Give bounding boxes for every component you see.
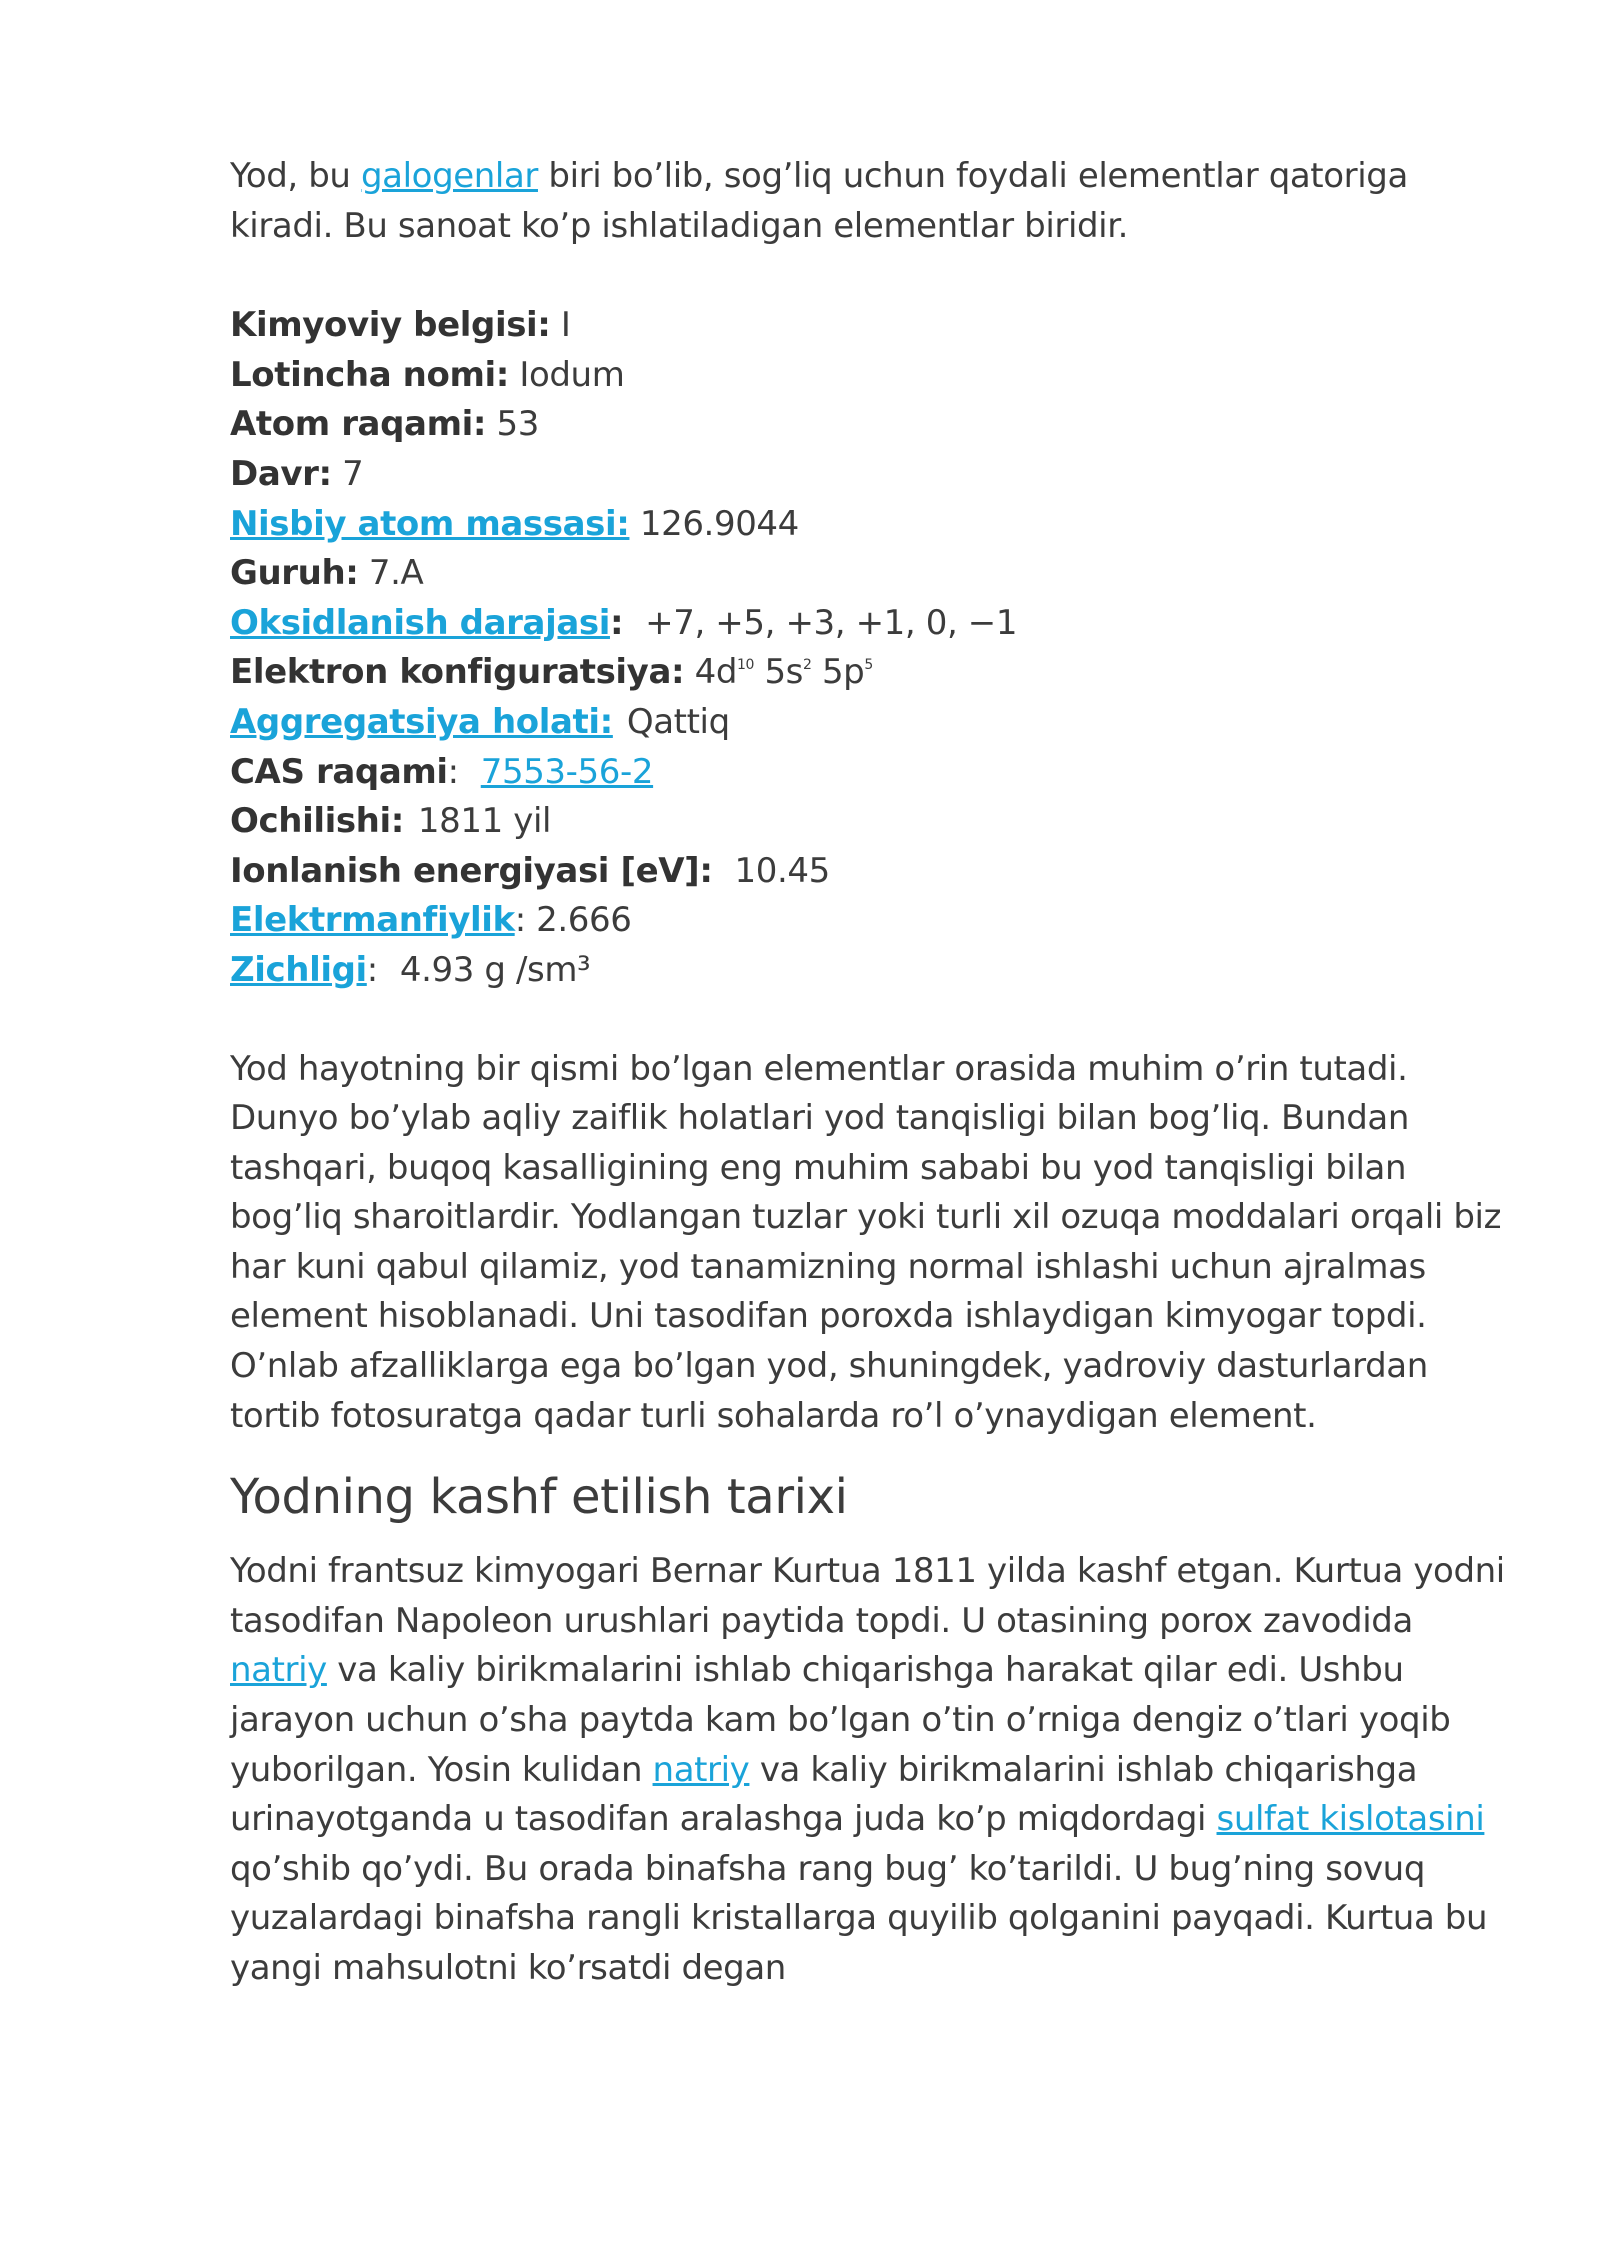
fact-discovery	[230, 797, 1510, 847]
fact-cas	[230, 748, 1510, 798]
fact-ionization	[230, 847, 1510, 897]
fact-value: I	[560, 305, 571, 346]
article	[230, 152, 1510, 1994]
history-paragraph	[230, 1547, 1510, 1993]
fact-electronegativity	[230, 896, 1510, 946]
fact-value: 2.666	[536, 900, 632, 941]
fact-group	[230, 549, 1510, 599]
element-facts	[230, 301, 1510, 995]
fact-symbol	[230, 301, 1510, 351]
fact-value: 7.A	[368, 553, 424, 594]
sulfuric-acid-link[interactable]: sulfat kislotasini	[1216, 1799, 1485, 1840]
fact-oxidation	[230, 599, 1510, 649]
fact-label: Guruh:	[230, 553, 359, 594]
fact-label: Ionlanish energiyasi [eV]:	[230, 850, 713, 891]
fact-label: CAS raqami	[230, 751, 448, 792]
history-text: va kaliy birikmalarini ishlab chiqarishga harakat qilar edi. Ushbu jarayon uchun o’sha paytda kam bo’lgan o’tin o’rniga dengiz o’tlari yoqib yuborilgan. Yosin kulidan	[230, 1650, 1451, 1790]
fact-latin-name	[230, 351, 1510, 401]
fact-colon: :	[447, 751, 459, 792]
config-superscript: 2	[803, 657, 812, 674]
config-superscript: 5	[864, 657, 873, 674]
fact-value: Qattiq	[626, 701, 730, 742]
config-superscript: 10	[737, 657, 755, 674]
fact-colon: :	[609, 602, 624, 643]
electronegativity-link[interactable]: Elektrmanfiylik	[230, 900, 515, 941]
fact-atomic-mass	[230, 500, 1510, 550]
history-text: qo’shib qo’ydi. Bu orada binafsha rang bug’ ko’tarildi. U bug’ning sovuq yuzalardagi binafsha rangli kristallarga quyilib qolganini payqadi. Kurtua bu yangi mahsulotni ko’rsatdi degan	[230, 1848, 1488, 1988]
fact-label: Ochilishi:	[230, 801, 404, 842]
config-part: 5p	[811, 652, 865, 693]
fact-colon: :	[366, 949, 378, 990]
fact-value: 1811 yil	[417, 801, 552, 842]
intro-text-start: Yod, bu	[230, 156, 361, 196]
config-part: 5s	[754, 652, 804, 693]
fact-period	[230, 450, 1510, 500]
section-heading: Yodning kashf etilish tarixi	[230, 1469, 848, 1526]
intro-text-end: biri bo’lib, sog’liq uchun foydali elementlar qatoriga kiradi. Bu sanoat ko’p ishlatiladigan elementlar biridir.	[230, 156, 1408, 246]
config-part: 4d	[694, 652, 738, 693]
fact-value: +7, +5, +3, +1, 0, −1	[645, 602, 1018, 643]
history-text: Yodni frantsuz kimyogari Bernar Kurtua 1811 yilda kashf etgan. Kurtua yodni tasodifan Napoleon urushlari paytida topdi. U otasining porox zavodida	[230, 1551, 1505, 1641]
aggregation-state-link[interactable]: Aggregatsiya holati:	[230, 701, 613, 742]
fact-value: 7	[342, 453, 364, 494]
fact-electron-config	[230, 648, 1510, 698]
fact-density	[230, 946, 1510, 996]
body-paragraph: Yod hayotning bir qismi bo’lgan elementlar orasida muhim o’rin tutadi. Dunyo bo’ylab aqliy zaiflik holatlari yod tanqisligi bilan bog’liq. Bundan tashqari, buqoq kasalligining eng muhim sababi bu yod tanqisligi bilan bog’liq sharoitlardir. Yodlangan tuzlar yoki turli xil ozuqa moddalari orqali biz har kuni qabul qilamiz, yod tanamizning normal ishlashi uchun ajralmas element hisoblanadi. Uni tasodifan poroxda ishlaydigan kimyogar topdi. O’nlab afzalliklarga ega bo’lgan yod, shuningdek, yadroviy dasturlardan tortib fotosuratga qadar turli sohalarda ro’l o’ynaydigan element.	[230, 1048, 1502, 1436]
galogenlar-link[interactable]: galogenlar	[361, 156, 538, 196]
fact-value: 53	[496, 404, 539, 445]
fact-label: Kimyoviy belgisi:	[230, 305, 551, 346]
oxidation-link[interactable]: Oksidlanish darajasi	[230, 602, 610, 643]
fact-value: 4.93 g /sm³	[399, 949, 591, 990]
fact-label: Davr:	[230, 453, 332, 494]
natriy-link-2[interactable]: natriy	[652, 1749, 750, 1790]
fact-label: Elektron konfiguratsiya:	[230, 652, 685, 693]
history-text: va kaliy birikmalarini ishlab chiqarishga urinayotganda u tasodifan aralashga juda ko’p miqdordagi	[230, 1749, 1418, 1840]
fact-value: Iodum	[519, 354, 625, 395]
atomic-mass-link[interactable]: Nisbiy atom massasi:	[230, 503, 630, 544]
natriy-link[interactable]: natriy	[230, 1650, 327, 1691]
fact-atomic-number	[230, 400, 1510, 450]
density-link[interactable]: Zichligi	[230, 949, 367, 990]
intro-paragraph	[230, 152, 1510, 251]
fact-label: Lotincha nomi:	[230, 354, 509, 395]
fact-value: 10.45	[734, 850, 830, 891]
fact-state	[230, 698, 1510, 748]
cas-number-link[interactable]: 7553-56-2	[480, 751, 654, 792]
fact-value: 126.9044	[639, 503, 799, 544]
fact-colon: :	[514, 900, 526, 941]
fact-label: Atom raqami:	[230, 404, 487, 445]
